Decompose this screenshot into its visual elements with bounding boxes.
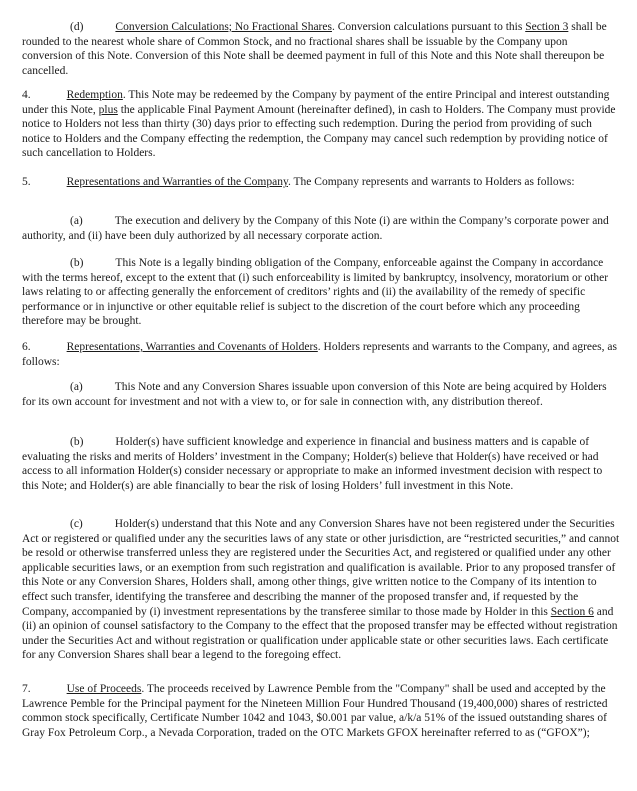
section-7-number: 7. — [22, 683, 31, 695]
section-4-number: 4. — [22, 89, 31, 101]
section-5a-paragraph: (a) The execution and delivery by the Company of this Note (i) are within the Company’s corporate power and authority, and (ii) have been duly authorized by all necessary corporate action. — [22, 215, 609, 242]
section-5-number: 5. — [22, 176, 31, 188]
section-6-heading: Representations, Warranties and Covenants of Holders — [66, 341, 318, 353]
section-4-paragraph: 4. Redemption. This Note may be redeemed by the Company by payment of the entire Principal and interest outstanding under this Note, plus the applicable Final Payment Amount (hereinafter defined), in cash to Holders. The Company must provide notice to Holders not less than thirty (30) days prior to effecting such redemption. During the period from providing of such notice to Holders and the Company effecting the redemption, the Company may cancel such redemption by providing notice of such cancellation to Holders. — [22, 89, 616, 160]
section-3d-paragraph: (d) Conversion Calculations; No Fractional Shares. Conversion calculations pursuant to this Section 3 shall be rounded to the nearest whole share of Common Stock, and no fractional shares shall be issuable by the Company upon conversion of this Note. Conversion of this Note shall be deemed payment in full of this Note and this Note shall thereupon be cancelled. — [22, 21, 607, 77]
section-5b-number: (b) — [70, 257, 84, 269]
section-6-paragraph: 6. Representations, Warranties and Covenants of Holders. Holders represents and warrants to the Company, and agrees, as follows: — [22, 341, 617, 368]
section-7-paragraph: 7. Use of Proceeds. The proceeds received by Lawrence Pemble from the "Company" shall be used and accepted by the Lawrence Pemble for the Principal payment for the Nineteen Million Four Hundred Thousand (19,400,000) shares of restricted common stock specifically, Certificate Number 1042 and 1043, $0.001 par value, a/k/a 51% of the issued outstanding shares of Gray Fox Petroleum Corp., a Nevada Corporation, traded on the OTC Markets GFOX hereinafter referred to as (“GFOX”); — [22, 683, 608, 739]
section-7-heading: Use of Proceeds — [66, 683, 142, 695]
section-6b-paragraph: (b) Holder(s) have sufficient knowledge and experience in financial and business matters and is capable of evaluating the risks and merits of Holders’ investment in the Company; Holder(s) believe that Holder(s) have received or had access to all information Holder(s) consider necessary or appropriate to make an informed investment decision with respect to this Note; and Holder(s) are able financially to bear the risk of losing Holders’ full investment in this Note. — [22, 436, 603, 492]
section-5b-paragraph: (b) This Note is a legally binding obligation of the Company, enforceable against the Company in accordance with the terms hereof, except to the extent that (i) such enforceability is limited by bankruptcy, insolvency, moratorium or other laws relating to or affecting generally the enforcement of creditors’ rights and (ii) the availability of the remedy of specific performance or in injunctive or other equitable relief is subject to the discretion of the court before which any proceeding therefore may be brought. — [22, 257, 609, 328]
section-3d-heading: Conversion Calculations; No Fractional Shares — [115, 21, 332, 33]
section-6a-paragraph: (a) This Note and any Conversion Shares issuable upon conversion of this Note are being acquired by Holders for its own account for investment and not with a view to, or for sale in connection with, any distribution thereof. — [22, 381, 607, 408]
section-5-heading: Representations and Warranties of the Company — [66, 176, 288, 188]
section-reference: Section 3 — [525, 21, 569, 33]
section-6c-number: (c) — [70, 518, 83, 530]
section-6-number: 6. — [22, 341, 31, 353]
section-4-heading: Redemption — [66, 89, 123, 101]
section-5a-number: (a) — [70, 215, 83, 227]
section-6a-number: (a) — [70, 381, 83, 393]
section-reference: Section 6 — [550, 605, 594, 618]
section-6b-number: (b) — [70, 436, 84, 448]
section-3d-number: (d) — [70, 21, 84, 33]
plus-term: plus — [98, 103, 118, 116]
section-5-paragraph: 5. Representations and Warranties of the Company. The Company represents and warrants to Holders as follows: — [22, 176, 575, 188]
section-6c-paragraph: (c) Holder(s) understand that this Note and any Conversion Shares have not been registered under the Securities Act or registered or qualified under any the securities laws of any state or other jurisdiction, are “restricted securities,” and cannot be resold or otherwise transferred unless they are registered under the Securities Act, and registered or qualified under any other applicable securities laws, or an exemption from such registration and qualification is available. Prior to any proposed transfer of this Note or any Conversion Shares, Holders shall, among other things, give written notice to the Company of its intention to effect such transfer, identifying the transferee and describing the manner of the proposed transfer and, if requested by the Company, accompanied by (i) investment representations by the transferee similar to those made by Holder in this Section 6 and (ii) an opinion of counsel satisfactory to the Company to the effect that the proposed transfer may be effected without registration under the Securities Act and without registration or qualification under applicable state or other securities laws. Each certificate for any Conversion Shares shall bear a legend to the foregoing effect. — [22, 518, 620, 662]
